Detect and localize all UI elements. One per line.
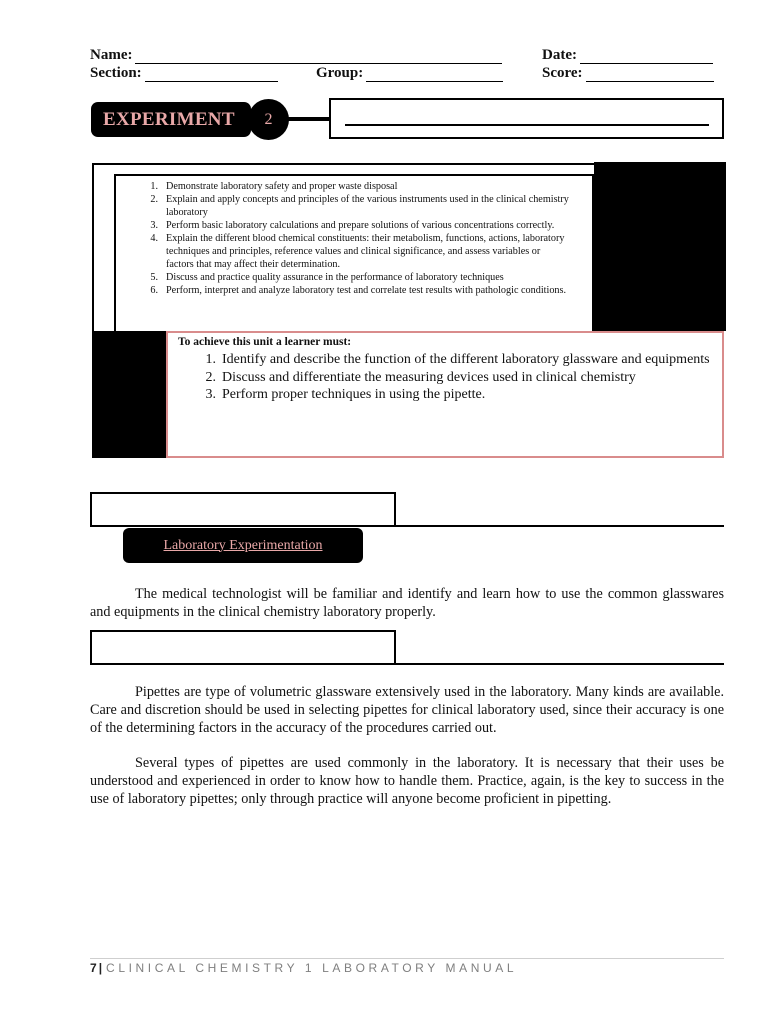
achieve-item	[192, 369, 714, 387]
achieve-item	[192, 386, 714, 404]
objective-text: Explain and apply concepts and principles of the various instruments used in the clinical chemistry laboratory	[166, 194, 569, 218]
experiment-badge	[91, 102, 251, 137]
objective-text: Demonstrate laboratory safety and proper waste disposal	[166, 181, 398, 192]
experiment-title-line[interactable]	[345, 124, 709, 126]
experiment-number: 2	[264, 110, 273, 128]
achieve-text: Identify and describe the function of the different laboratory glassware and equipments	[222, 352, 710, 367]
date-field[interactable]	[542, 46, 713, 64]
objectives-list	[120, 180, 570, 297]
name-label: Name:	[90, 47, 133, 63]
section-rule-1	[396, 525, 724, 527]
objective-number: 2.	[150, 194, 158, 205]
objectives-black-panel	[594, 162, 726, 331]
pipettes-paragraph-1: Pipettes are type of volumetric glassware extensively used in the laboratory. Many kinds are available. Care and discretion should be used in selecting pipettes for clinical laboratory used, since their accuracy is one of the determining factors in the accuracy of the procedures carried out.	[90, 684, 724, 736]
group-label: Group:	[316, 65, 364, 81]
experiment-title-box	[329, 98, 724, 139]
objective-item	[120, 180, 570, 193]
objective-item	[120, 232, 570, 271]
objective-text: Discuss and practice quality assurance in the performance of laboratory techniques	[166, 272, 504, 283]
lab-experimentation-text: Laboratory Experimentation	[163, 537, 323, 553]
section-line[interactable]	[145, 67, 278, 82]
achieve-text: Discuss and differentiate the measuring devices used in clinical chemistry	[222, 369, 636, 385]
objective-item	[120, 284, 570, 297]
score-label: Score:	[542, 65, 583, 81]
pipettes-paragraph-2: Several types of pipettes are used commonly in the laboratory. It is necessary that their uses be understood and experienced in order to know how to handle them. Practice, again, is the key to success in the use of laboratory pipettes; only through practice will anyone become proficient in pipetting.	[90, 755, 724, 807]
achieve-black-panel	[92, 331, 167, 458]
objective-text: Perform basic laboratory calculations and prepare solutions of various concentrations correctly.	[166, 220, 555, 231]
experiment-label: EXPERIMENT	[103, 108, 235, 130]
section-title-box-2	[90, 630, 396, 665]
objective-item	[120, 219, 570, 232]
objective-text: Explain the different blood chemical constituents: their metabolism, functions, actions, laboratory techniques and principles, reference values and clinical significance, and assess variables or factors that may affect their determination.	[166, 233, 565, 270]
lab-experimentation-label	[123, 528, 363, 563]
footer-separator: |	[98, 961, 103, 975]
footer	[90, 961, 517, 975]
section-label: Section:	[90, 65, 142, 81]
achieve-item	[192, 351, 714, 369]
objective-number: 5.	[150, 272, 158, 283]
experiment-connector	[288, 117, 330, 121]
achieve-number: 3.	[205, 387, 216, 402]
intro-paragraph: The medical technologist will be familiar and identify and learn how to use the common glasswares and equipments in the clinical chemistry laboratory properly.	[90, 586, 724, 620]
objective-number: 1.	[150, 181, 158, 192]
group-line[interactable]	[366, 67, 503, 82]
objective-number: 3.	[150, 220, 158, 231]
achieve-number: 2.	[205, 369, 216, 385]
section-title-box-1	[90, 492, 396, 527]
date-line[interactable]	[580, 49, 713, 64]
experiment-number-circle	[248, 99, 289, 140]
footer-rule	[90, 958, 724, 959]
objective-number: 6.	[150, 285, 158, 296]
objective-item	[120, 271, 570, 284]
achieve-number: 1.	[205, 352, 216, 367]
score-line[interactable]	[586, 67, 714, 82]
page-number: 7	[90, 961, 97, 975]
footer-title: CLINICAL CHEMISTRY 1 LABORATORY MANUAL	[106, 961, 518, 975]
objective-number: 4.	[150, 233, 158, 244]
achieve-text: Perform proper techniques in using the pipette.	[222, 387, 486, 402]
name-line[interactable]	[135, 49, 502, 64]
name-field[interactable]	[90, 46, 502, 64]
achieve-list	[192, 351, 714, 404]
section-field[interactable]	[90, 64, 278, 82]
group-field[interactable]	[316, 64, 503, 82]
achieve-heading: To achieve this unit a learner must:	[178, 336, 352, 348]
date-label: Date:	[542, 47, 577, 63]
objective-text: Perform, interpret and analyze laboratory test and correlate test results with pathologic conditions.	[166, 285, 567, 296]
score-field[interactable]	[542, 64, 714, 82]
section-rule-2	[396, 663, 724, 665]
objective-item	[120, 193, 570, 219]
